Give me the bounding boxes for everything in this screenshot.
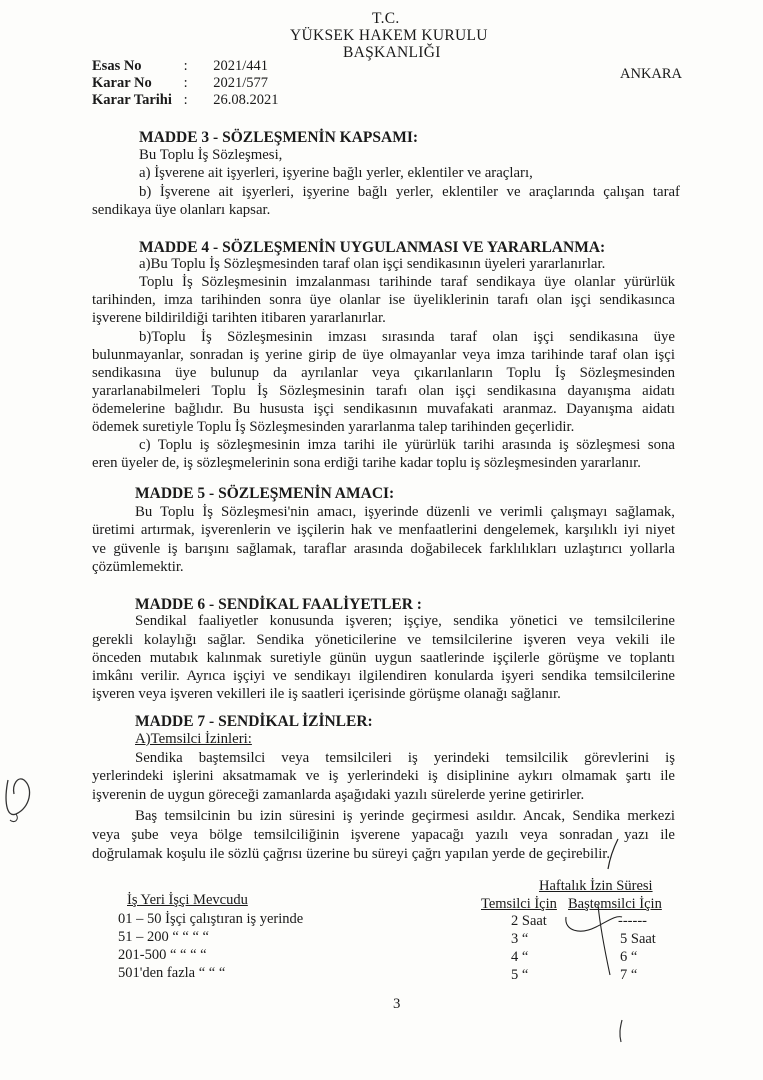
madde4-line: eren üyeler de, iş sözleşmelerinin sona erdiği tarihe kadar toplu iş sözleşmesinden yararlanır. [92, 455, 641, 471]
madde3-line: b) İşverene ait işyerleri, işyerine bağlı yerler, eklentiler ve araçlarında çalışan taraf [139, 184, 680, 200]
header-presidency: BAŞKANLIĞI [343, 44, 441, 61]
madde5-heading: MADDE 5 - SÖZLEŞMENİN AMACI: [135, 485, 395, 502]
madde4-line: c) Toplu iş sözleşmesinin imza tarihi ile yürürlük tarihi arasında iş sözleşmesi sona [139, 437, 675, 453]
madde4-line: ödemelerine bağlıdır. Bu hususta işçi sendikasının muvafakati aranmaz. Dayanışma aidatı [92, 401, 675, 417]
madde4-line: tarihinden, imza tarihinden sonra üye olanlar ise üyeliklerinin tarafı olan işçi sendikasınca [92, 292, 675, 308]
madde5-line: üretimi artırmak, işverenlerin ve işçilerin hak ve menfaatlerini dengelemek, karşılıklı iyi niyet [92, 522, 675, 538]
table-col2-header: Temsilci İçin [481, 896, 557, 912]
header-tc: T.C. [372, 10, 400, 27]
table-row-range: 51 – 200 “ “ “ “ [118, 929, 209, 945]
pen-mark-icon [612, 1018, 632, 1044]
madde4-line: b)Toplu İş Sözleşmesinin imzası sırasında taraf olan işçi sendikasına üye [139, 329, 675, 345]
madde5-line: çözümlemektir. [92, 559, 184, 575]
madde4-line: a)Bu Toplu İş Sözleşmesinden taraf olan işçi sendikasının üyeleri yararlanırlar. [139, 256, 606, 272]
table-group-header: Haftalık İzin Süresi [539, 878, 653, 894]
page-number: 3 [393, 996, 401, 1012]
madde4-heading: MADDE 4 - SÖZLEŞMENİN UYGULANMASI VE YARARLANMA: [139, 239, 606, 256]
madde4-line: bulunmayanlar, sonradan iş yerine girip de üye olmayanlar veya imza tarihinde taraf olan işçi [92, 347, 675, 363]
madde4-line: işverene bildirildiği tarihten itibaren yararlanırlar. [92, 310, 386, 326]
meta-karar-no [92, 75, 268, 92]
madde4-line: ödemek suretiyle Toplu İş Sözleşmesinden yararlanma talep tarihinden geçerlidir. [92, 419, 575, 435]
table-row-temsilci: 4 “ [511, 949, 529, 965]
madde7-subheading: A)Temsilci İzinleri: [135, 731, 252, 747]
meta-value: 26.08.2021 [213, 92, 279, 108]
madde6-line: gerekli kolaylığı sağlar. Sendika yöneticilerine ve temsilcilerine işveren veya vekili ile [92, 632, 675, 648]
table-row-bastemsilci: 6 “ [620, 949, 638, 965]
header-city: ANKARA [620, 66, 683, 82]
madde6-line: işveren veya işveren vekilleri ile iş saatleri içerisinde görüşme olanağı sağlanır. [92, 686, 561, 702]
madde6-line: önceden mutabık kalınmak suretiyle günün uygun saatlerinde işçilerle görüşme ve toplantı [92, 650, 675, 666]
meta-value: 2021/577 [213, 75, 269, 91]
meta-label: Karar No [92, 75, 152, 91]
table-row-bastemsilci: 5 Saat [620, 931, 656, 947]
table-row-temsilci: 3 “ [511, 931, 529, 947]
table-row-temsilci: 5 “ [511, 967, 529, 983]
meta-esas-no [92, 58, 268, 75]
table-row-bastemsilci: ------ [618, 913, 647, 929]
madde4-line: Toplu İş Sözleşmesinin imzalanması tarihinde taraf sendikaya üye olanlar yürürlük [139, 274, 675, 290]
table-col3-header: Baştemsilci İçin [568, 896, 662, 912]
madde3-line: sendikaya üye olanları kapsar. [92, 202, 271, 218]
table-row-range: 201-500 “ “ “ “ [118, 947, 207, 963]
madde7-line: doğrulamak koşulu ile sözlü çağrısı üzerine bu süreyi çağrı yapılan yerde de geçirebilir. [92, 846, 611, 862]
table-row-temsilci: 2 Saat [511, 913, 547, 929]
table-row-range: 01 – 50 İşçi çalıştıran iş yerinde [118, 911, 304, 927]
madde6-line: imkânı verilir. Ayrıca işçiyi ve sendikayı ilgilendiren konularda işyeri sendika temsilcilerine [92, 668, 675, 684]
handwritten-initial-icon [0, 770, 45, 825]
meta-label: Karar Tarihi [92, 92, 172, 108]
meta-value: 2021/441 [213, 58, 269, 74]
madde7-line: işverenin de uygun göreceği zamanlarda aşağıdaki yazılı sürelerde yerine getirirler. [92, 787, 585, 803]
meta-separator: : [183, 58, 188, 74]
madde3-heading: MADDE 3 - SÖZLEŞMENİN KAPSAMI: [139, 129, 419, 146]
madde6-heading: MADDE 6 - SENDİKAL FAALİYETLER : [135, 596, 422, 613]
madde6-line: Sendikal faaliyetler konusunda işveren; işçiye, sendika yönetici ve temsilcilerine [135, 613, 675, 629]
header-institution: YÜKSEK HAKEM KURULU [290, 27, 488, 44]
table-col1-header: İş Yeri İşçi Mevcudu [127, 892, 248, 908]
madde5-line: Bu Toplu İş Sözleşmesi'nin amacı, işyerinde düzenli ve verimli çalışmayı sağlamak, [135, 504, 675, 520]
signature-scribble-icon [560, 835, 650, 985]
meta-karar-tarihi [92, 92, 279, 109]
madde4-line: yararlanabilmeleri Toplu İş Sözleşmesinin tarafı olan işçi sendikasına dayanışma aidatı [92, 383, 675, 399]
table-row-bastemsilci: 7 “ [620, 967, 638, 983]
madde7-line: veya şube veya bölge temsilciliğinin işverene yapacağı yazılı veya sonradan yazı ile [92, 827, 675, 843]
madde7-line: yerlerindeki işlerini aksatmamak ve iş yerlerindeki iş disiplinine aykırı olmamak şartı ile [92, 768, 675, 784]
madde3-line: Bu Toplu İş Sözleşmesi, [139, 147, 283, 163]
meta-label: Esas No [92, 58, 142, 74]
madde3-line: a) İşverene ait işyerleri, işyerine bağlı yerler, eklentiler ve araçları, [139, 165, 533, 181]
table-row-range: 501'den fazla “ “ “ [118, 965, 226, 981]
madde7-heading: MADDE 7 - SENDİKAL İZİNLER: [135, 713, 373, 730]
meta-separator: : [183, 92, 188, 108]
madde7-line: Sendika baştemsilci veya temsilcileri iş yerindeki temsilcilik görevlerini iş [135, 750, 675, 766]
madde7-line: Baş temsilcinin bu izin süresini iş yerinde geçirmesi asıldır. Ancak, Sendika merkezi [135, 808, 675, 824]
madde5-line: ve güvenle iş barışını sağlamak, taraflar arasında doğabilecek farklılıkları uzlaştırıcı yollarla [92, 541, 675, 557]
meta-separator: : [183, 75, 188, 91]
madde4-line: sendikasına üye bulunup da ayrılanlar veya çıkarılanların Toplu İş Sözleşmesinden [92, 365, 675, 381]
